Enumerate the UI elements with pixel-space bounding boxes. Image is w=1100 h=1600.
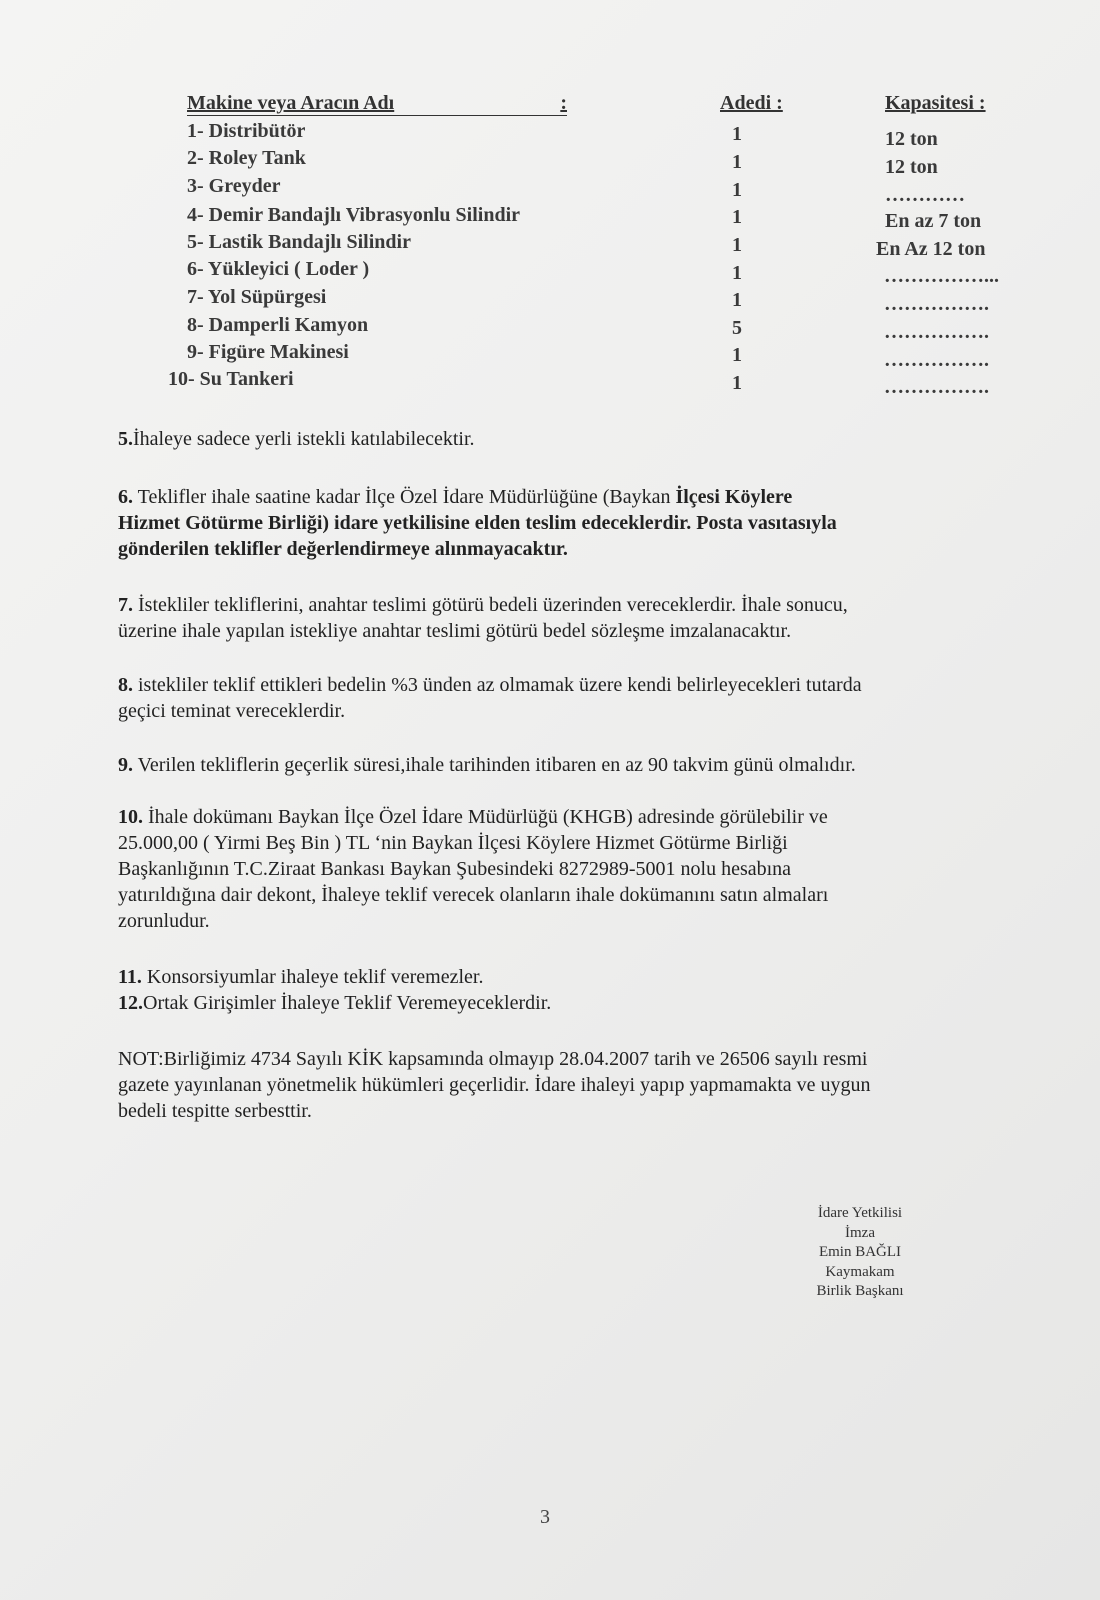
equipment-qty: 1 — [732, 234, 742, 256]
equipment-qty: 1 — [732, 206, 742, 228]
clause-text: İhale dokümanı Baykan İlçe Özel İdare Müdürlüğü (KHGB) adresinde görülebilir ve — [143, 806, 828, 828]
equipment-qty: 1 — [732, 289, 742, 311]
column-header-name-colon: : — [560, 92, 567, 114]
clause-number: 7. — [118, 594, 133, 616]
equipment-qty: 1 — [732, 123, 742, 145]
equipment-name: 3- Greyder — [187, 175, 281, 197]
column-header-name — [187, 92, 567, 116]
equipment-qty: 1 — [732, 344, 742, 366]
clause-text: İhaleye sadece yerli istekli katılabilecektir. — [133, 428, 475, 450]
page-number: 3 — [540, 1506, 550, 1528]
clause-text: Konsorsiyumlar ihaleye teklif veremezler. — [141, 966, 484, 988]
clause-text: yatırıldığına dair dekont, İhaleye teklif verecek olanların ihale dokümanını satın almaları — [118, 884, 829, 906]
equipment-capacity: ……………. — [884, 349, 989, 371]
signature-title: İdare Yetkilisi — [817, 1205, 903, 1221]
clause-text: geçici teminat vereceklerdir. — [118, 700, 346, 722]
equipment-qty: 5 — [732, 317, 742, 339]
signatory-position: Kaymakam — [825, 1263, 895, 1280]
equipment-name: 10- Su Tankeri — [168, 368, 294, 390]
equipment-capacity: ……………. — [884, 376, 989, 398]
clause-5 — [118, 426, 1006, 452]
clause-9 — [118, 752, 1006, 778]
signatory-role: Birlik Başkanı — [816, 1283, 904, 1299]
clause-text-bold: İlçesi Köylere — [675, 486, 793, 508]
clause-number: 8. — [118, 674, 133, 696]
clause-number: 12. — [118, 992, 143, 1014]
equipment-capacity: En az 7 ton — [885, 210, 982, 232]
equipment-name: 6- Yükleyici ( Loder ) — [187, 258, 370, 280]
clause-number: 6. — [118, 486, 133, 508]
equipment-qty: 1 — [732, 151, 742, 173]
signature-block — [780, 1204, 940, 1302]
clause-text-bold: gönderilen teklifler değerlendirmeye alınmayacaktır. — [118, 538, 568, 560]
clause-text: Ortak Girişimler İhaleye Teklif Veremeyeceklerdir. — [143, 992, 552, 1014]
equipment-name: 2- Roley Tank — [187, 147, 306, 169]
clause-11 — [118, 964, 1006, 990]
column-header-quantity: Adedi : — [720, 92, 783, 114]
clause-text: zorunludur. — [118, 910, 210, 932]
note-text: gazete yayınlanan yönetmelik hükümleri geçerlidir. İdare ihaleyi yapıp yapmamakta ve uygun — [118, 1074, 871, 1096]
clause-number: 10. — [118, 806, 143, 828]
equipment-qty: 1 — [732, 262, 742, 284]
clause-text-bold: Hizmet Götürme Birliği) idare yetkilisine elden teslim edeceklerdir. Posta vasıtasıyla — [118, 512, 837, 534]
equipment-capacity: 12 ton — [885, 156, 938, 178]
clause-number: 11. — [118, 966, 142, 988]
equipment-capacity: ……………. — [884, 321, 989, 343]
equipment-name: 9- Figüre Makinesi — [187, 341, 349, 363]
equipment-capacity: 12 ton — [885, 128, 938, 150]
equipment-capacity: ……………. — [884, 293, 989, 315]
clause-6 — [118, 484, 1006, 562]
note-text: NOT:Birliğimiz 4734 Sayılı KİK kapsamında olmayıp 28.04.2007 tarih ve 26506 sayılı resmi — [118, 1048, 868, 1070]
equipment-name: 7- Yol Süpürgesi — [187, 286, 327, 308]
equipment-qty: 1 — [732, 372, 742, 394]
column-header-capacity: Kapasitesi : — [885, 92, 986, 114]
signature-label: İmza — [845, 1224, 875, 1241]
clause-text: Verilen tekliflerin geçerlik süresi,ihale tarihinden itibaren en az 90 takvim günü olmalıdır. — [133, 754, 856, 776]
clause-number: 5. — [118, 428, 133, 450]
clause-text: Teklifler ihale saatine kadar İlçe Özel İdare Müdürlüğüne (Baykan — [137, 486, 676, 508]
clause-text: İstekliler tekliflerini, anahtar teslimi götürü bedeli üzerinden vereceklerdir. İhale sonucu, — [133, 594, 848, 616]
clause-12 — [118, 990, 1006, 1016]
note-text: bedeli tespitte serbesttir. — [118, 1100, 312, 1122]
equipment-capacity: En Az 12 ton — [876, 238, 986, 260]
equipment-capacity: ………… — [885, 184, 965, 206]
equipment-name: 4- Demir Bandajlı Vibrasyonlu Silindir — [187, 204, 521, 226]
equipment-capacity: ……………... — [884, 265, 999, 287]
clause-text: Başkanlığının T.C.Ziraat Bankası Baykan Şubesindeki 8272989-5001 nolu hesabına — [118, 858, 792, 880]
clause-text: üzerine ihale yapılan istekliye anahtar teslimi götürü bedel sözleşme imzalanacaktır. — [118, 620, 792, 642]
note-paragraph — [118, 1046, 1006, 1124]
equipment-name: 1- Distribütör — [187, 120, 306, 142]
clause-10 — [118, 804, 1006, 934]
clause-8 — [118, 672, 1006, 724]
clause-7 — [118, 592, 1006, 644]
clause-text: istekliler teklif ettikleri bedelin %3 ünden az olmamak üzere kendi belirleyecekleri tutarda — [133, 674, 862, 696]
signatory-name: Emin BAĞLI — [818, 1244, 902, 1260]
column-header-name-label: Makine veya Aracın Adı — [187, 92, 395, 114]
equipment-name: 8- Damperli Kamyon — [187, 314, 369, 336]
clause-text: 25.000,00 ( Yirmi Beş Bin ) TL ‘nin Baykan İlçesi Köylere Hizmet Götürme Birliği — [118, 832, 788, 854]
equipment-qty: 1 — [732, 179, 742, 201]
clause-number: 9. — [118, 754, 133, 776]
equipment-name: 5- Lastik Bandajlı Silindir — [187, 231, 411, 253]
